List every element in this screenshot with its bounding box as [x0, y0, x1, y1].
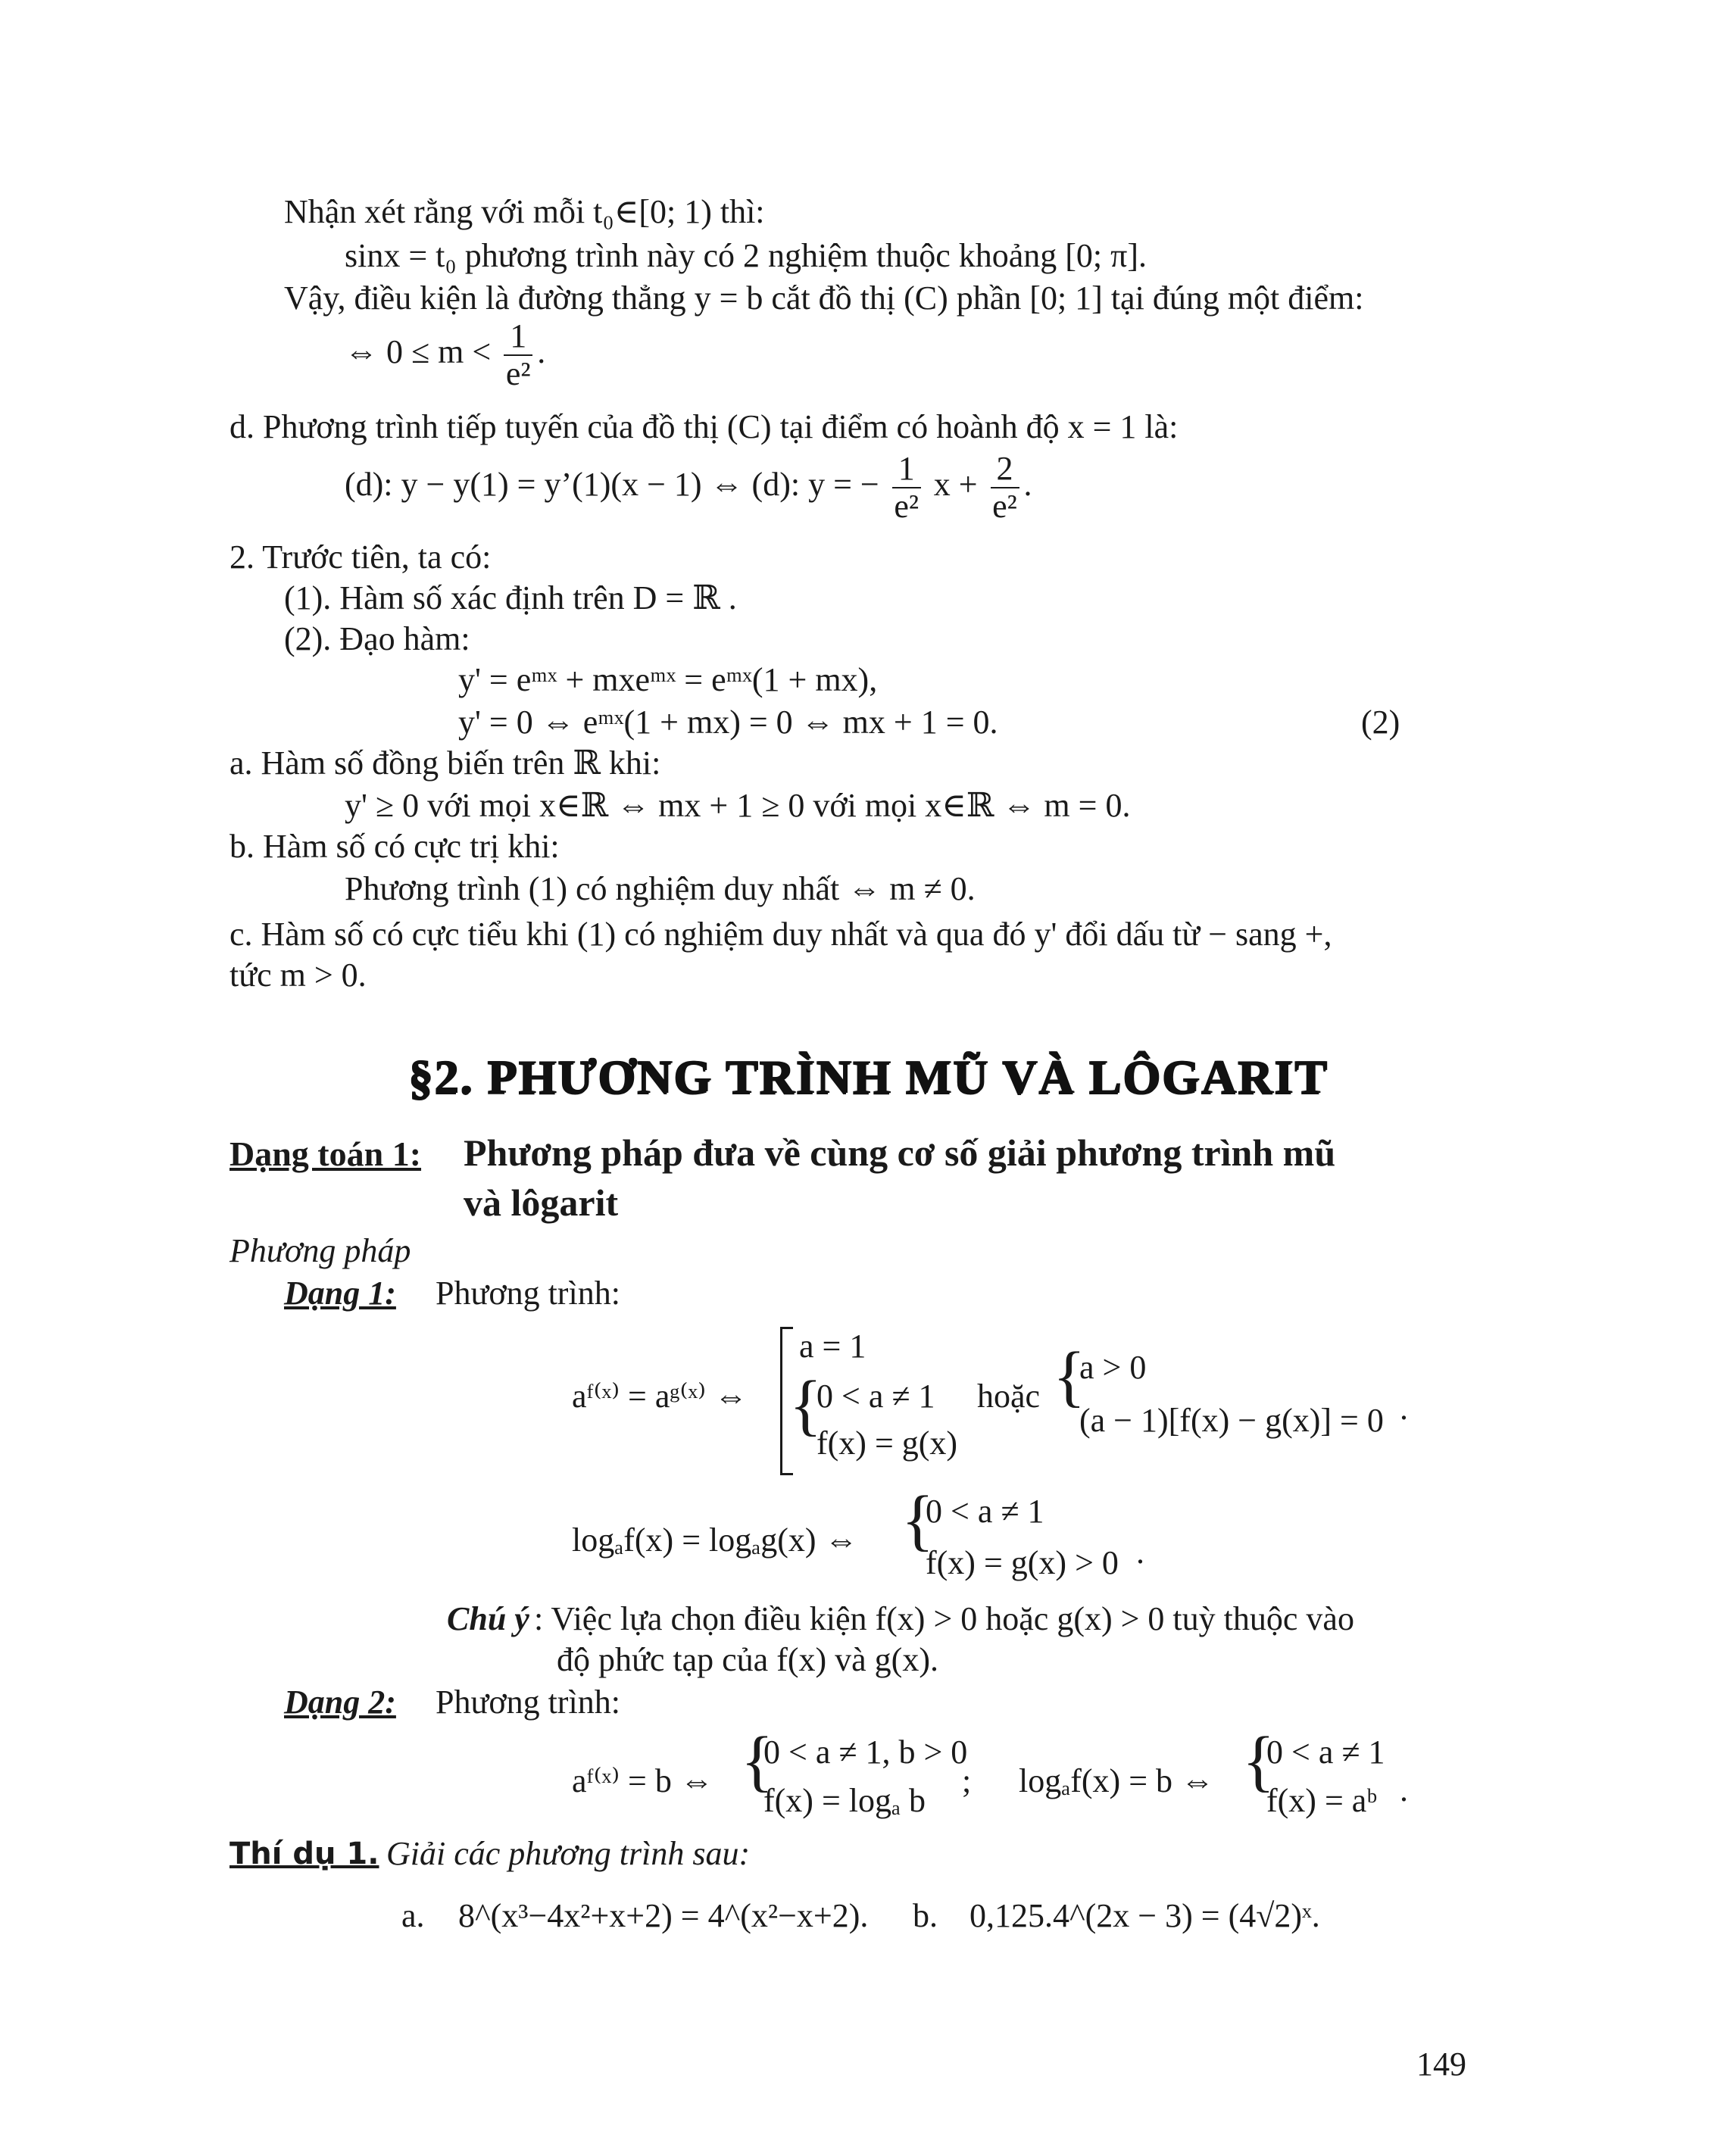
text-line: (2). Đạo hàm:	[284, 620, 470, 657]
problem-type-label: Dạng toán 1:	[229, 1134, 422, 1173]
fraction-denominator: e²	[992, 488, 1017, 525]
equation-text: x +	[933, 466, 978, 504]
note-label: Chú ý	[447, 1600, 529, 1637]
equation-a: 8^(x³−4x²+x+2) = 4^(x²−x+2).	[458, 1897, 869, 1934]
fraction-denominator: e²	[894, 488, 920, 525]
brace-symbol: {	[1242, 1724, 1275, 1799]
period: .	[1136, 1534, 1144, 1571]
condition: (a − 1)[f(x) − g(x)] = 0	[1079, 1402, 1384, 1439]
inequality-line	[345, 318, 545, 392]
text-line: y' = eᵐˣ + mxeᵐˣ = eᵐˣ(1 + mx),	[458, 661, 878, 698]
text-line: Nhận xét rằng với mỗi t₀∈[0; 1) thì:	[284, 193, 765, 230]
condition: 0 < a ≠ 1	[926, 1493, 1044, 1530]
form-1-label: Dạng 1:	[284, 1275, 396, 1312]
fraction-denominator: e²	[505, 355, 531, 392]
fraction	[504, 318, 532, 392]
fraction	[991, 451, 1019, 525]
text-line: (1). Hàm số xác định trên D = ℝ .	[284, 579, 737, 616]
equation-text: (d): y − y(1) = y’(1)(x − 1) ⇔ (d): y = −	[345, 466, 879, 504]
period: .	[1400, 1771, 1408, 1808]
text-line: d. Phương trình tiếp tuyến của đồ thị (C) tại điểm có hoành độ x = 1 là:	[229, 408, 1179, 445]
text-line: Vậy, điều kiện là đường thẳng y = b cắt đồ thị (C) phần [0; 1] tại đúng một điểm:	[284, 279, 1364, 317]
text-line: sinx = t₀ phương trình này có 2 nghiệm thuộc khoảng [0; π].	[345, 237, 1147, 274]
brace-symbol: {	[1053, 1339, 1086, 1414]
text-line: y' = 0 ⇔ eᵐˣ(1 + mx) = 0 ⇔ mx + 1 = 0.	[458, 704, 998, 741]
separator: ;	[962, 1762, 972, 1799]
fraction-numerator: 1	[504, 318, 532, 356]
equation-b: 0,125.4^(2x − 3) = (4√2)ˣ.	[969, 1897, 1320, 1934]
condition: f(x) = aᵇ	[1266, 1782, 1377, 1819]
condition: a > 0	[1079, 1349, 1147, 1386]
condition: 0 < a ≠ 1	[1266, 1734, 1385, 1771]
brace-symbol: {	[901, 1483, 935, 1558]
condition: a = 1	[799, 1328, 866, 1365]
exp-equation-lhs: aᶠ⁽ˣ⁾ = b ⇔	[572, 1762, 713, 1799]
inequality-text: ⇔ 0 ≤ m <	[345, 333, 492, 371]
tangent-line-equation	[345, 451, 1032, 525]
problem-type-title: Phương pháp đưa về cùng cơ số giải phương trình mũ	[464, 1131, 1336, 1174]
condition: 0 < a ≠ 1	[816, 1378, 935, 1415]
note-text: : Việc lựa chọn điều kiện f(x) > 0 hoặc g(x) > 0 tuỳ thuộc vào	[534, 1600, 1354, 1637]
fraction	[892, 451, 921, 525]
brace-symbol: {	[741, 1724, 774, 1799]
exp-equation-lhs: aᶠ⁽ˣ⁾ = aᵍ⁽ˣ⁾ ⇔	[572, 1378, 748, 1415]
text-line: y' ≥ 0 với mọi x∈ℝ ⇔ mx + 1 ≥ 0 với mọi x∈ℝ ⇔ m = 0.	[345, 787, 1131, 824]
condition: 0 < a ≠ 1, b > 0	[763, 1734, 968, 1771]
condition: f(x) = g(x)	[816, 1425, 958, 1462]
period: .	[1023, 466, 1032, 504]
form-2-label: Dạng 2:	[284, 1684, 396, 1721]
example-label: Thí dụ 1.	[229, 1836, 379, 1871]
period: .	[1400, 1390, 1408, 1427]
form-1-text: Phương trình:	[436, 1275, 620, 1312]
or-word: hoặc	[977, 1378, 1041, 1415]
brace-symbol: {	[789, 1368, 823, 1443]
item-label: b.	[913, 1897, 938, 1934]
log-equation-lhs: logₐf(x) = logₐg(x) ⇔	[572, 1521, 858, 1559]
problem-type-title-cont: và lôgarit	[464, 1181, 619, 1224]
page-number: 149	[1416, 2046, 1466, 2083]
log-equation-lhs: logₐf(x) = b ⇔	[1019, 1762, 1215, 1799]
method-label: Phương pháp	[229, 1232, 411, 1269]
fraction-numerator: 1	[892, 451, 921, 488]
text-line: b. Hàm số có cực trị khi:	[229, 828, 560, 865]
text-line: tức m > 0.	[229, 956, 367, 994]
condition: f(x) = g(x) > 0	[926, 1544, 1119, 1581]
text-line: c. Hàm số có cực tiểu khi (1) có nghiệm duy nhất và qua đó y' đổi dấu từ − sang +,	[229, 916, 1332, 953]
item-label: a.	[401, 1897, 425, 1934]
section-title: §2. PHƯƠNG TRÌNH MŨ VÀ LÔGARIT	[407, 1050, 1329, 1103]
condition: f(x) = logₐ b	[763, 1782, 926, 1819]
fraction-numerator: 2	[991, 451, 1019, 488]
text-line: 2. Trước tiên, ta có:	[229, 538, 492, 576]
text-line: a. Hàm số đồng biến trên ℝ khi:	[229, 744, 661, 782]
period: .	[537, 333, 546, 371]
example-text: Giải các phương trình sau:	[386, 1835, 751, 1872]
form-2-text: Phương trình:	[436, 1684, 620, 1721]
equation-tag: (2)	[1361, 704, 1400, 741]
text-line: Phương trình (1) có nghiệm duy nhất ⇔ m ≠ 0.	[345, 870, 976, 907]
note-text: độ phức tạp của f(x) và g(x).	[557, 1641, 938, 1678]
